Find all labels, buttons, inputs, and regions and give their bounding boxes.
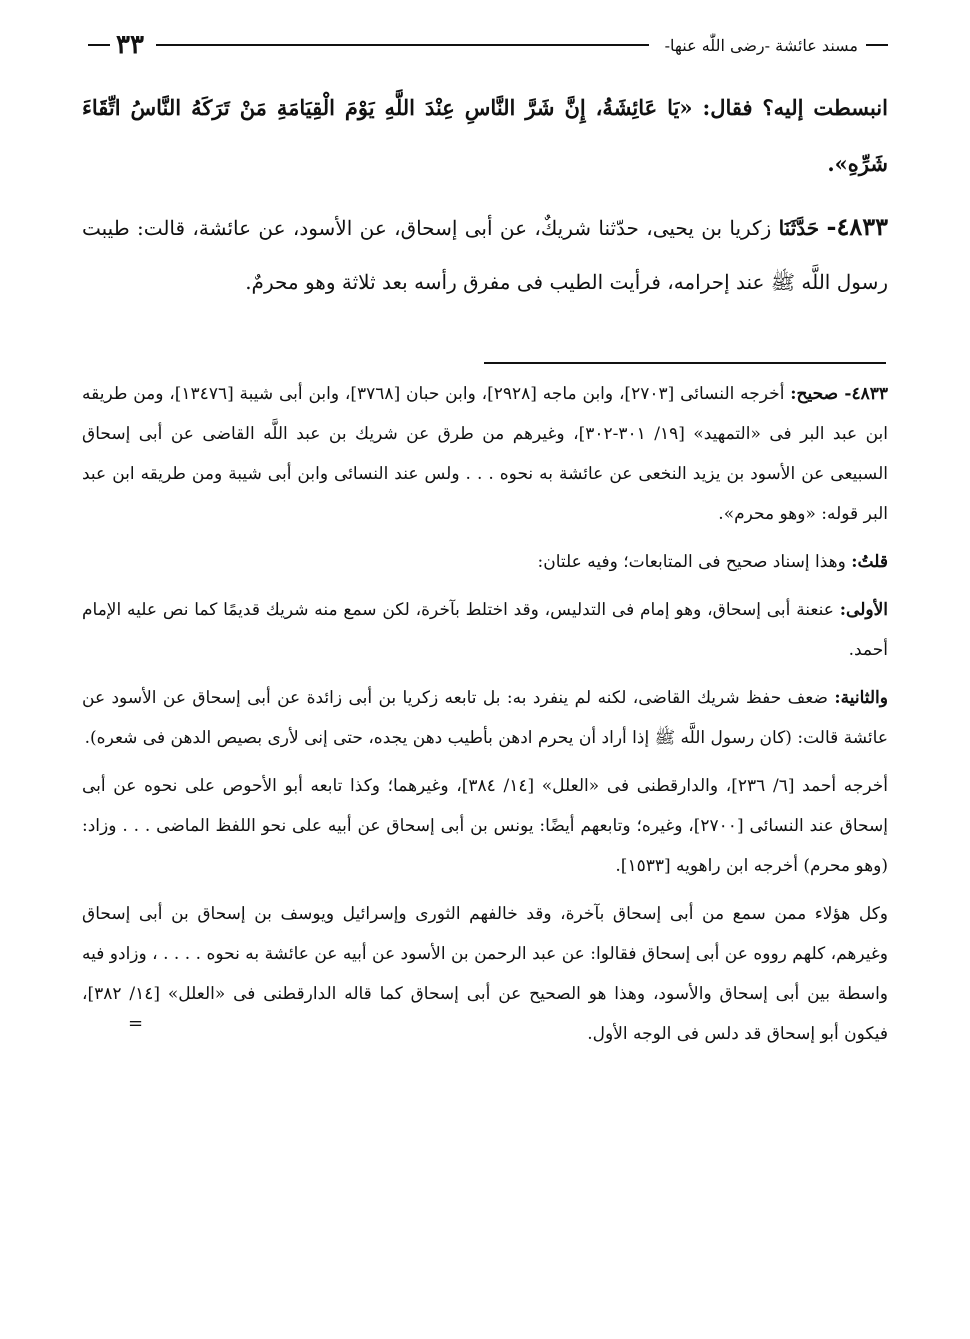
continuation-mark: = bbox=[128, 1013, 144, 1034]
note-qultu bbox=[82, 542, 888, 582]
note-first-defect bbox=[82, 590, 888, 670]
note-label: والثانية: bbox=[834, 688, 888, 708]
running-title: مسند عائشة -رضى اللّٰه عنها- bbox=[664, 35, 858, 55]
note-paragraph: وكل هؤلاء ممن سمع من أبى إسحاق بآخرة، وقد خالفهم الثورى وإسرائيل ويوسف بن إسحاق بن أبى إسحاق وغيرهم، كلهم رووه عن أبى إسحاق فقالوا: عن عبد الرحمن بن الأسود عن أبيه عن عائشة به نحوه . . . . ، وزادو فيه واسطة بين أبى إسحاق والأسود، وهذا هو الصحيح عن أبى إسحاق كما قاله الدارقطنى فى «العلل» [١٤/ ٣٨٢]، فيكون أبو إسحاق قد دلس فى الوجه الأول. bbox=[82, 904, 888, 1044]
page-number: ٣٣ bbox=[116, 30, 144, 60]
hadith-head: حَدَّثَنَا bbox=[778, 216, 820, 240]
header-rule bbox=[156, 44, 649, 46]
hadith-text: زكريا بن يحيى، حدّثنا شريكٌ، عن أبى إسحاق، عن الأسود، عن عائشة، قالت: طيبت رسول اللَّه ﷺ عند إحرامه، فرأيت الطيب فى مفرق رأسه بعد ثلاثة وهو محرمٌ. bbox=[82, 216, 888, 294]
hadith-continuation: انبسطت إليه؟ فقال: «يَا عَائِشَةُ، إِنَّ شَرَّ النَّاسِ عِنْدَ اللَّهِ يَوْمَ الْقِيَامَةِ مَنْ تَرَكَهُ النَّاسُ اتِّقَاءَ شَرِّهِ». bbox=[82, 95, 888, 176]
header-dash-right bbox=[866, 44, 888, 46]
hadith-4833 bbox=[82, 200, 888, 309]
note-text: أخرجه النسائى [٢٧٠٣]، وابن ماجه [٢٩٢٨]، وابن حبان [٣٧٦٨]، وابن أبى شيبة [١٣٤٧٦]، ومن طريقه ابن عبد البر فى «التمهيد» [١٩/ ٣٠١-٣٠٢]، وغيرهم من طرق عن شريك بن عبد اللَّه القاضى عن أبى إسحاق السبيعى عن الأسود بن يزيد النخعى عن عائشة به نحوه . . . ولس عند النسائى وابن أبى شيبة ومن طريقه ابن عبد البر قوله: «وهو محرم». bbox=[82, 384, 888, 524]
note-label: ٤٨٣٣- صحيح: bbox=[790, 384, 888, 404]
page-header bbox=[88, 28, 888, 62]
note-second-defect bbox=[82, 678, 888, 758]
hadith-number: ٤٨٣٣- bbox=[826, 212, 889, 241]
note-label: الأولى: bbox=[839, 600, 889, 620]
note-text: وهذا إسناد صحيح فى المتابعات؛ وفيه علتان: bbox=[537, 552, 846, 572]
note-text: عنعنة أبى إسحاق، وهو إمام فى التدليس، وقد اختلط بآخرة، لكن سمع منه شريك قديمًا كما نص عليه الإمام أحمد. bbox=[82, 600, 888, 660]
note-label: قلتُ: bbox=[851, 552, 888, 572]
footnotes bbox=[82, 374, 888, 1062]
note-paragraph: أخرجه أحمد [٦/ ٢٣٦]، والدارقطنى فى «العلل» [١٤/ ٣٨٤]، وغيرهما؛ وكذا تابعه أبو الأحوص على نحوه عن أبى إسحاق عند النسائى [٢٧٠٠]، وغيره؛ وتابعهم أيضًا: يونس بن أبى إسحاق عن أبيه على نحو اللفظ الماضى . . . وزاد: (وهو محرم) أخرجه ابن راهويه [١٥٣٣]. bbox=[82, 776, 888, 876]
footnote-divider bbox=[484, 362, 886, 364]
header-dash-left bbox=[88, 44, 110, 46]
note-takhrij bbox=[82, 374, 888, 534]
note-text: ضعف حفظ شريك القاضى، لكنه لم ينفرد به: بل تابعه زكريا بن أبى زائدة عن أبى إسحاق عن الأسود عن عائشة قالت: (كان رسول اللَّه ﷺ إذا أراد أن يحرم ادهن بأطيب دهن يجده، حتى إنى لأرى بصيص الدهن فى شعره). bbox=[82, 688, 888, 748]
